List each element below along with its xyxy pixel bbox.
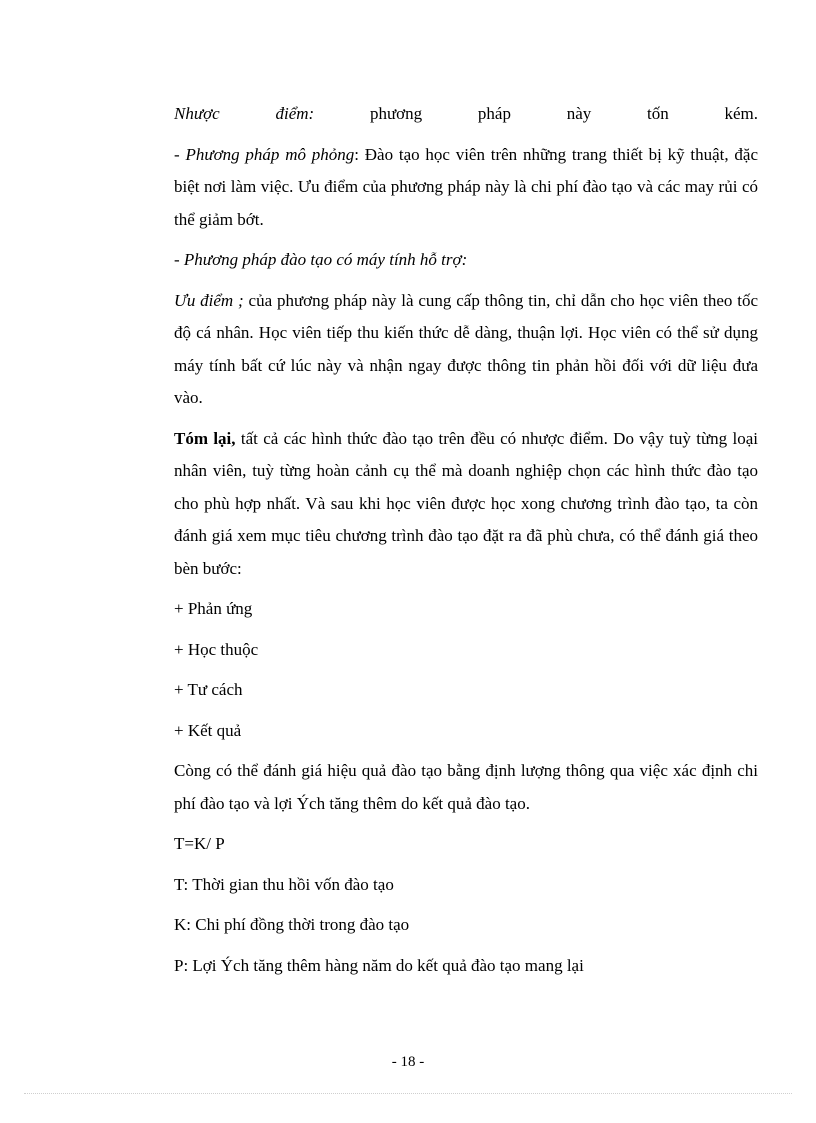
uu-diem-label: Ưu điểm ; bbox=[174, 290, 249, 310]
nhuoc-diem-label: Nhược điểm: bbox=[174, 104, 315, 123]
paragraph-uu-diem bbox=[174, 285, 758, 415]
list-item: + Kết quả bbox=[174, 720, 242, 740]
tom-lai-text: tất cả các hình thức đào tạo trên đều có nhược điểm. Do vậy tuỳ từng loại nhân viên, tuỳ từng hoàn cảnh cụ thể mà doanh nghiệp chọn các hình thức đào tạo cho phù hợp nhất. Và sau khi học viên được học xong chương trình đào tạo, ta còn đánh giá xem mục tiêu chương trình đào tạo đặt ra đã phù chưa, có thể đánh giá theo bèn bước: bbox=[174, 428, 758, 578]
paragraph-cong-danh-gia: Còng có thể đánh giá hiệu quả đào tạo bằng định lượng thông qua việc xác định chi phí đào tạo và lợi Ých tăng thêm do kết quả đào tạo. bbox=[174, 761, 758, 813]
document-body bbox=[174, 98, 758, 990]
list-item: + Tư cách bbox=[174, 680, 243, 699]
paragraph-mo-phong bbox=[174, 139, 758, 237]
paragraph-tom-lai bbox=[174, 423, 758, 586]
mo-phong-dash: - bbox=[174, 144, 186, 164]
nhuoc-diem-text: phương pháp này tốn kém. bbox=[314, 104, 759, 123]
list-item: + Học thuộc bbox=[174, 639, 259, 659]
formula: T=K/ P bbox=[174, 834, 225, 853]
list-item: + Phản ứng bbox=[174, 599, 253, 618]
definition-t: T: Thời gian thu hồi vốn đào tạo bbox=[174, 874, 394, 894]
page-bottom-divider bbox=[24, 1093, 792, 1094]
uu-diem-text: của phương pháp này là cung cấp thông tin, chỉ dẫn cho học viên theo tốc độ cá nhân. Học viên tiếp thu kiến thức dễ dàng, thuận lợi. Học viên có thể sử dụng máy tính bất cứ lúc này và nhận ngay được thông tin phản hồi đối với dữ liệu đưa vào. bbox=[174, 290, 758, 407]
definition-p: P: Lợi Ých tăng thêm hàng năm do kết quả đào tạo mang lại bbox=[174, 955, 584, 975]
tom-lai-label: Tóm lại, bbox=[174, 428, 236, 448]
definition-k: K: Chi phí đồng thời trong đào tạo bbox=[174, 915, 410, 934]
mo-phong-text: : Đào tạo học viên trên những trang thiết bị kỹ thuật, đặc biệt nơi làm việc. Ưu điểm của phương pháp này là chi phí đào tạo và các may rủi có thể giảm bớt. bbox=[174, 144, 758, 229]
page-number: - 18 - bbox=[391, 1054, 425, 1070]
mo-phong-label: Phương pháp mô phỏng bbox=[185, 144, 355, 164]
heading-may-tinh-ho-tro: - Phương pháp đào tạo có máy tính hỗ trợ: bbox=[174, 250, 468, 269]
paragraph-nhuoc-diem bbox=[174, 98, 758, 131]
